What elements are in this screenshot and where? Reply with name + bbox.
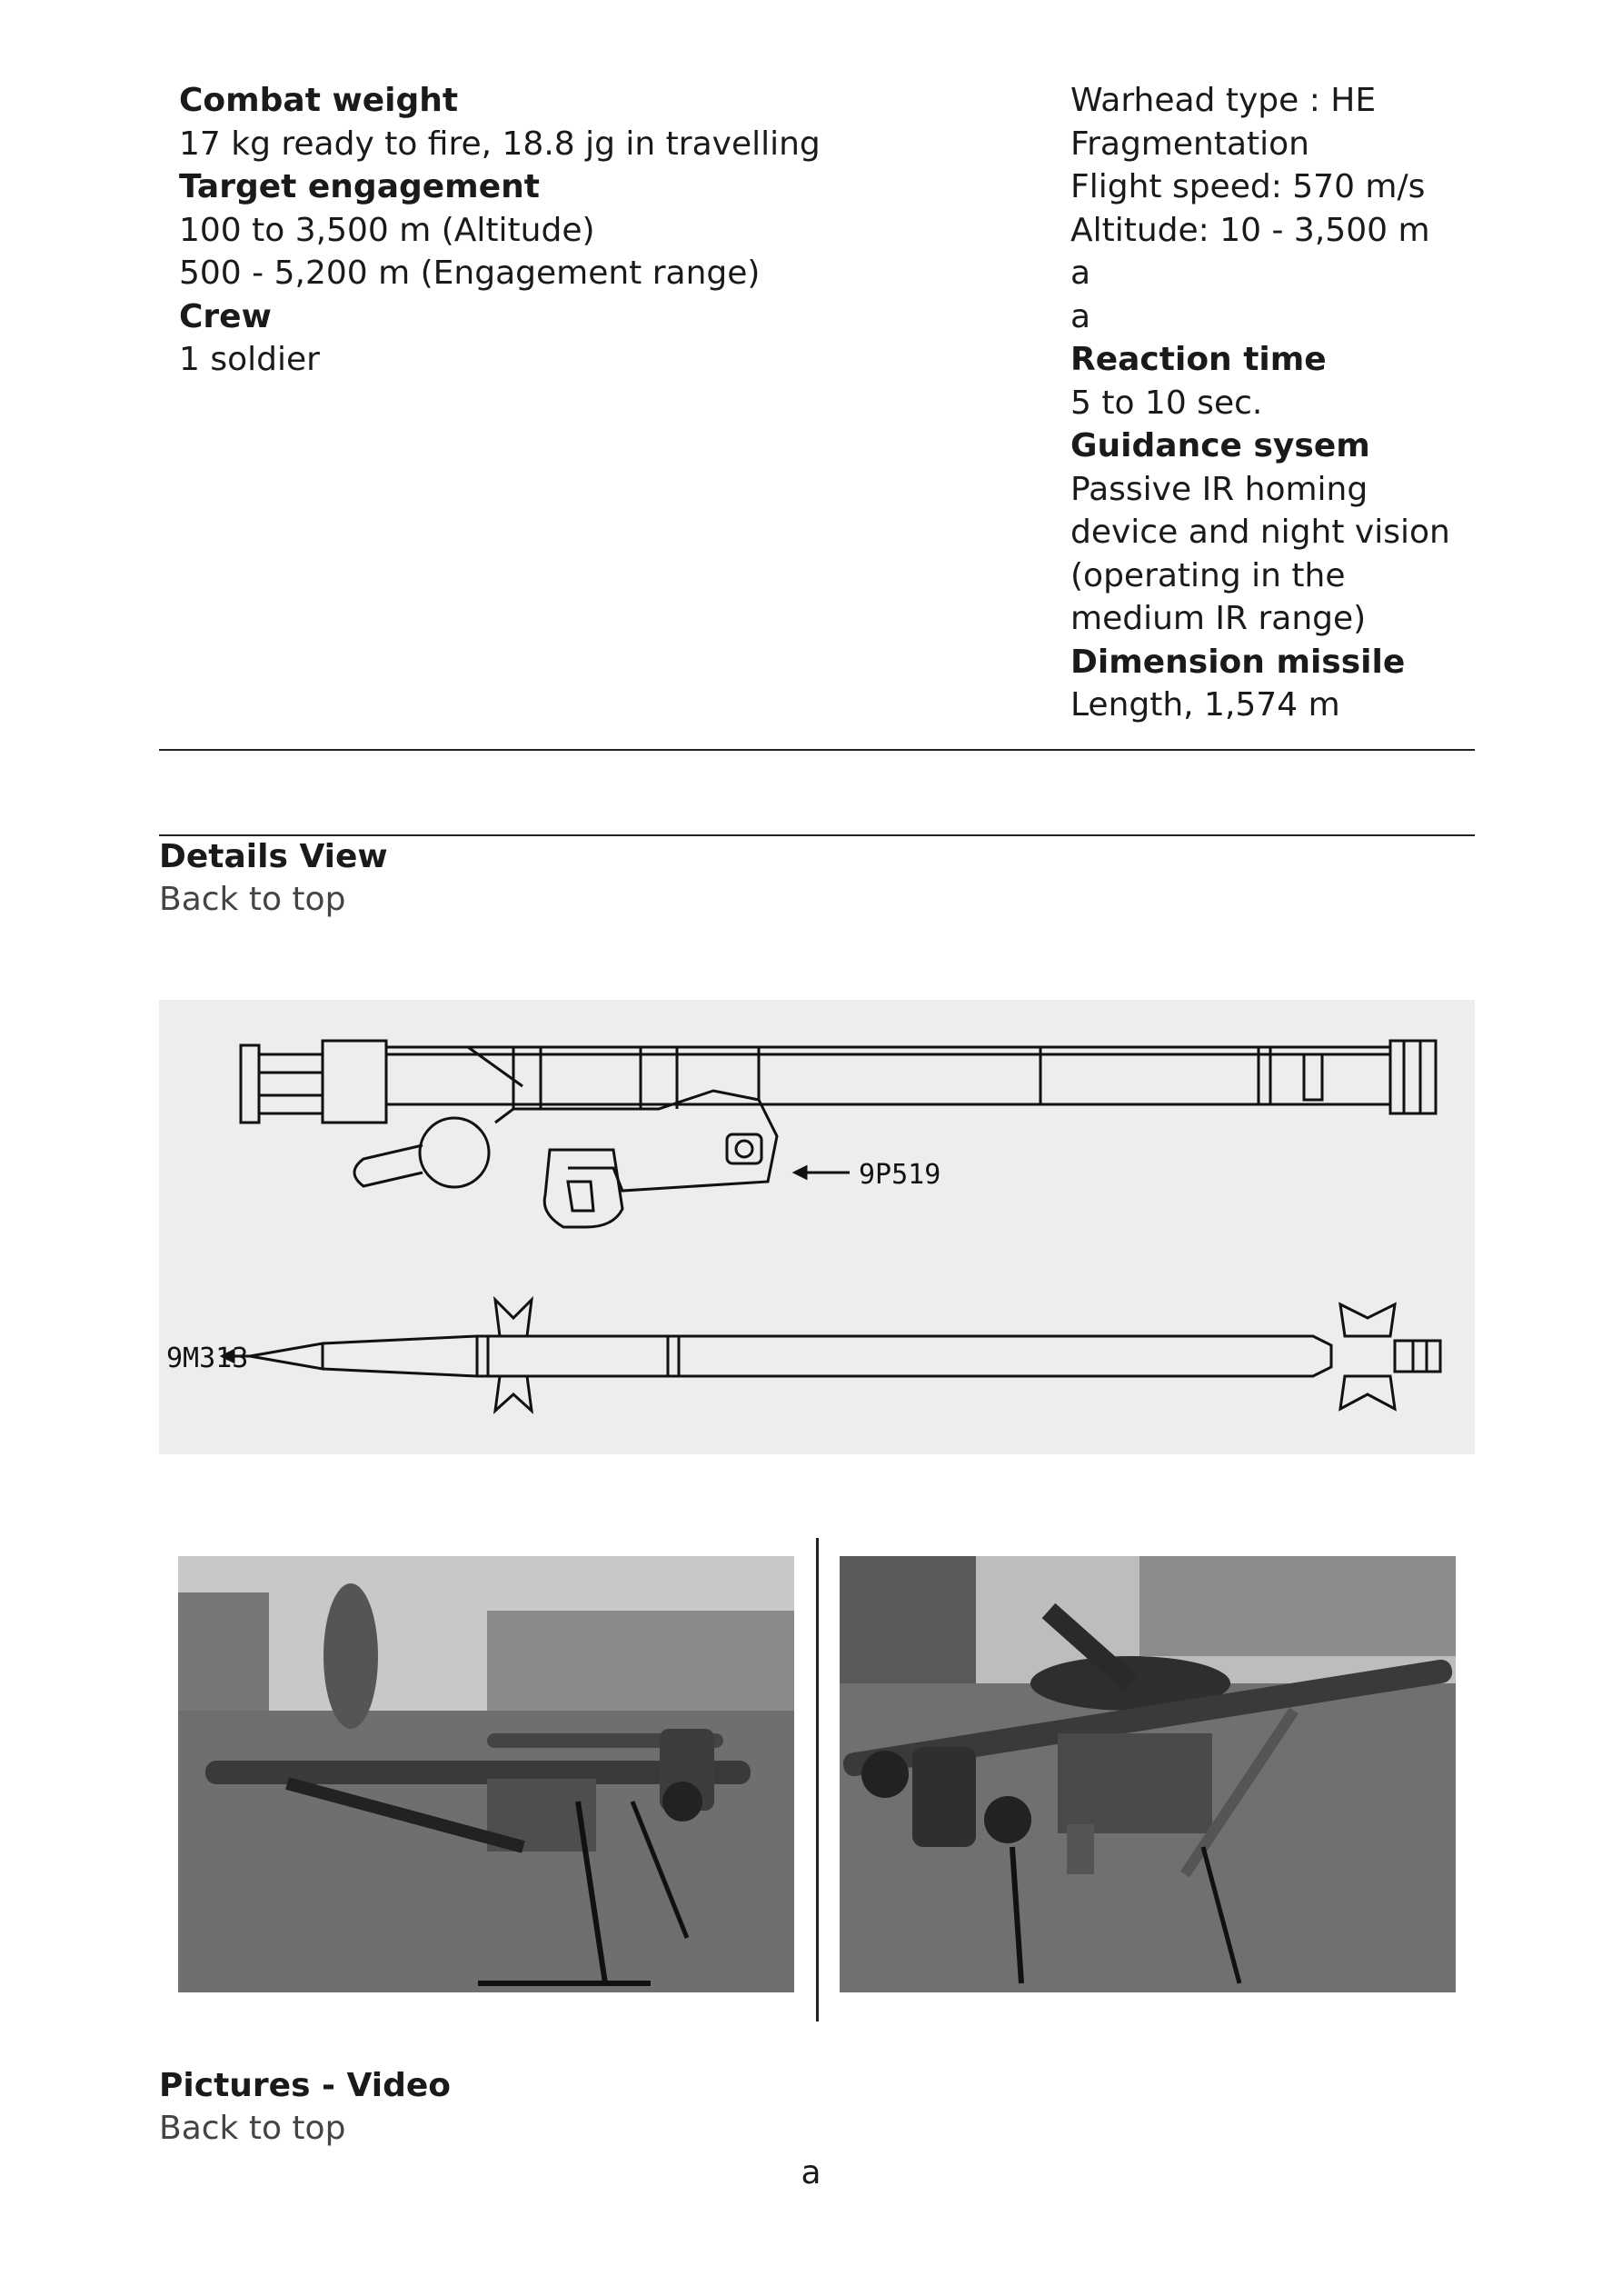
spec-value-length: Length, 1,574 m [1070, 686, 1340, 724]
spec-filler-a: a [1070, 255, 1091, 292]
spec-label-dimension-missile: Dimension missile [1070, 643, 1406, 681]
label-9m313: 9M313 [166, 1343, 249, 1374]
launcher-missile-drawing-svg [159, 1000, 1475, 1454]
pictures-video-heading: Pictures - Video [159, 2067, 451, 2104]
photo-launcher-on-stand-right [840, 1556, 1456, 1992]
spec-label-combat-weight: Combat weight [179, 82, 459, 119]
photo-left-svg [178, 1556, 794, 1992]
spec-label-guidance-system: Guidance sysem [1070, 427, 1370, 464]
spec-value-guidance-1: Passive IR homing [1070, 470, 1368, 508]
spec-value-guidance-3: (operating in the [1070, 556, 1346, 594]
technical-drawing [159, 1000, 1475, 1454]
back-to-top-link[interactable]: Back to top [159, 2110, 346, 2147]
photo-launcher-on-stand-left [178, 1556, 794, 1992]
spec-value-guidance-4: medium IR range) [1070, 600, 1367, 637]
back-to-top-link[interactable]: Back to top [159, 881, 346, 918]
photo-right-svg [840, 1556, 1456, 1992]
spec-label-reaction-time: Reaction time [1070, 341, 1327, 378]
spec-label-target-engagement: Target engagement [179, 168, 540, 205]
divider [159, 834, 1475, 836]
launcher-outline [241, 1041, 1436, 1227]
spec-value-reaction-time: 5 to 10 sec. [1070, 384, 1263, 422]
spec-value-flight-speed: Flight speed: 570 m/s [1070, 168, 1426, 205]
spec-value-fragmentation: Fragmentation [1070, 125, 1309, 163]
spec-value-altitude-range: Altitude: 10 - 3,500 m [1070, 211, 1430, 249]
spec-filler-a: a [1070, 297, 1091, 335]
divider [159, 749, 1475, 751]
spec-value-engagement-range: 500 - 5,200 m (Engagement range) [179, 255, 761, 292]
missile-outline [223, 1300, 1440, 1411]
spec-value-warhead: Warhead type : HE [1070, 82, 1377, 119]
spec-value-crew: 1 soldier [179, 341, 320, 378]
spec-value-combat-weight: 17 kg ready to fire, 18.8 jg in travelling [179, 125, 821, 163]
photo-divider [816, 1538, 819, 2021]
spec-value-guidance-2: device and night vision [1070, 514, 1450, 551]
details-view-heading: Details View [159, 838, 388, 875]
page-number: a [801, 2154, 821, 2191]
spec-label-crew: Crew [179, 297, 272, 335]
label-9p519: 9P519 [859, 1159, 941, 1191]
spec-value-altitude: 100 to 3,500 m (Altitude) [179, 211, 595, 249]
